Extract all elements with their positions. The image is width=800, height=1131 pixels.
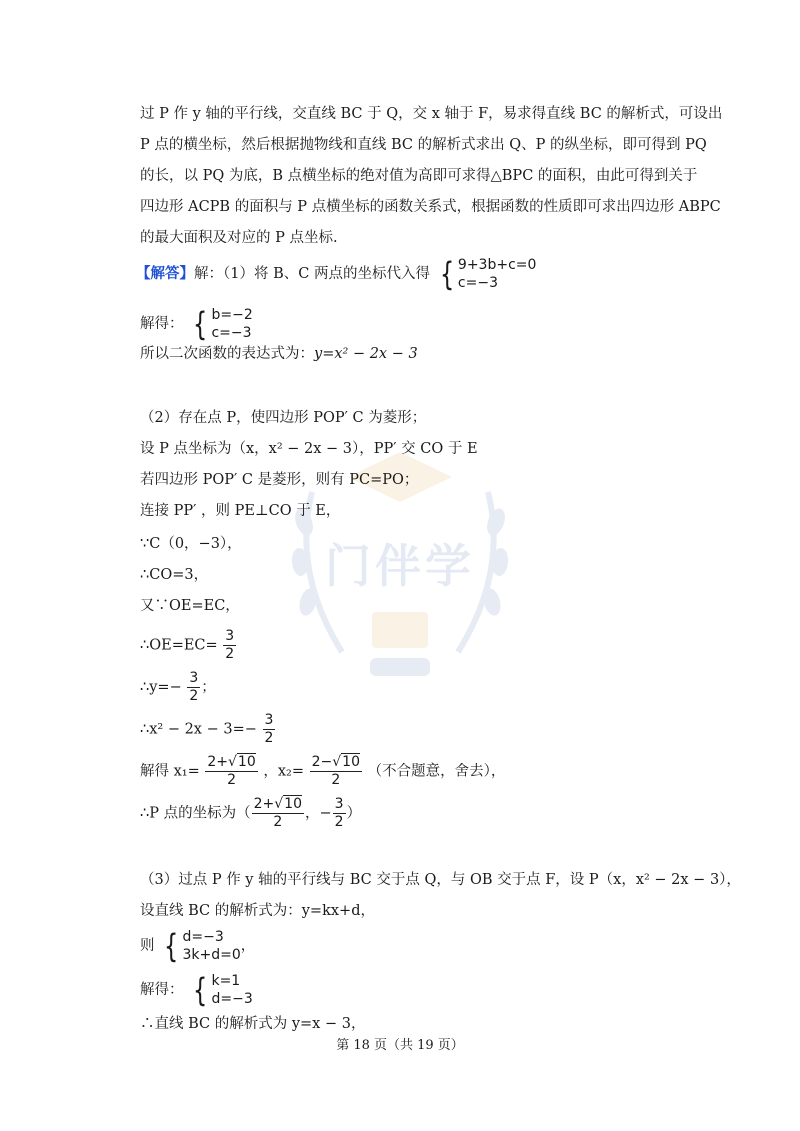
part2-line-6: ∴CO=3，: [140, 567, 209, 583]
part2-line-11: [140, 754, 505, 789]
part1-solution-eq1: b=−2: [211, 307, 253, 323]
fraction-3-over-2: $\frac{3}{2}$: [264, 712, 274, 746]
part1-system-eq2: c=−3: [457, 275, 498, 291]
part3-then: 则: [140, 938, 155, 954]
part2-line-8: [140, 628, 237, 663]
analysis-line-2: P 点的横坐标，然后根据抛物线和直线 BC 的解析式求出 Q、P 的纵坐标，即可得到 PQ: [140, 137, 707, 153]
part2-line-12-prefix: ∴P 点的坐标为: [140, 805, 237, 822]
part1-conclusion: y=x² − 2x − 3: [314, 346, 418, 362]
part1-system-eq1: 9+3b+c=0: [457, 257, 537, 273]
part2-line-8-prefix: ∴OE=EC=: [140, 637, 218, 654]
part3-solve-label: 解得：: [140, 982, 184, 998]
part2-line-11-mid: ，x₂=: [263, 763, 304, 780]
part3-solution-eq1: k=1: [211, 973, 241, 989]
analysis-line-1: 过 P 作 y 轴的平行线，交直线 BC 于 Q，交 x 轴于 F，易求得直线 BC 的解析式，可设出: [140, 106, 723, 122]
analysis-line-4: 四边形 ACPB 的面积与 P 点横坐标的函数关系式，根据函数的性质即可求出四边形 ABPC: [140, 199, 721, 215]
part3-system-line: 则 { d=−3 3k+d=0 ，: [140, 927, 256, 965]
part2-line-10-prefix: ∴x² − 2x − 3=−: [140, 721, 257, 738]
part3-system: { d=−3 3k+d=0: [164, 927, 241, 965]
part3-conclusion: ∴直线 BC 的解析式为 y=x − 3，: [140, 1016, 366, 1032]
part1-solve-line: [140, 306, 253, 342]
part1-solve-label: 解得：: [140, 316, 184, 332]
part1-intro-line: [136, 256, 536, 292]
fraction-x1: $\frac{2+√10}{2}$: [207, 754, 256, 788]
part2-line-9: ∴y=− $\frac{3}{2}$ ；: [140, 670, 216, 704]
part3-line-1: （3）过点 P 作 y 轴的平行线与 BC 交于点 Q，与 OB 交于点 F，设 P（x，x² − 2x − 3），: [140, 872, 741, 888]
part1-intro: 解：（1）将 B、C 两点的坐标代入得: [194, 266, 430, 282]
part2-line-4: 连接 PP′ ，则 PE⊥CO 于 E，: [140, 503, 341, 519]
part2-line-5: ∵C（0，−3），: [140, 536, 242, 552]
part3-solution: { k=1 d=−3: [193, 971, 253, 1009]
part2-line-9-prefix: ∴y=−: [140, 679, 182, 696]
part3-line-2: 设直线 BC 的解析式为：y=kx+d，: [140, 903, 375, 919]
part2-line-11-suffix: （不合题意，舍去），: [367, 763, 506, 780]
part3-solution-eq2: d=−3: [211, 991, 253, 1007]
part3-solve-line: [140, 972, 253, 1008]
part2-line-2: 设 P 点坐标为（x，x² − 2x − 3），PP′ 交 CO 于 E: [140, 441, 478, 457]
part2-line-3: 若四边形 POP′ C 是菱形，则有 PC=PO；: [140, 472, 419, 488]
part2-line-12: ∴P 点的坐标为（ $\frac{2+√10}{2}$ ，− $\frac{3}{2}$ ）: [140, 796, 362, 830]
fraction-py: $\frac{3}{2}$: [334, 796, 344, 830]
analysis-line-3: 的长，以 PQ 为底，B 点横坐标的绝对值为高即可求得△BPC 的面积，由此可得到关于: [140, 168, 698, 184]
part2-line-11-prefix: 解得 x₁=: [140, 763, 200, 780]
part2-line-7: 又∵OE=EC，: [140, 598, 240, 614]
page-footer: 第 18 页（共 19 页）: [336, 1038, 464, 1053]
answer-tag: 【解答】: [136, 265, 194, 282]
part1-conclusion-prefix: 所以二次函数的表达式为：: [140, 346, 314, 362]
part2-line-1: （2）存在点 P，使四边形 POP′ C 为菱形；: [140, 410, 427, 426]
part1-conclusion-line: [140, 344, 418, 364]
fraction-x2: $\frac{2-√10}{2}$: [311, 754, 360, 788]
part2-line-10: [140, 712, 276, 747]
analysis-line-5: 的最大面积及对应的 P 点坐标.: [140, 230, 338, 246]
part1-solution: { b=−2 c=−3: [193, 305, 253, 343]
part3-system-eq1: d=−3: [182, 929, 224, 945]
fraction-px: $\frac{2+√10}{2}$: [253, 796, 302, 830]
part1-solution-eq2: c=−3: [211, 325, 252, 341]
part1-system: { 9+3b+c=0 c=−3: [439, 255, 537, 293]
fraction-3-over-2: $\frac{3}{2}$: [225, 628, 235, 662]
watermark-text: 门伴学: [325, 539, 475, 593]
fraction-3-over-2: $\frac{3}{2}$: [189, 670, 199, 704]
part3-system-eq2: 3k+d=0: [182, 947, 241, 963]
